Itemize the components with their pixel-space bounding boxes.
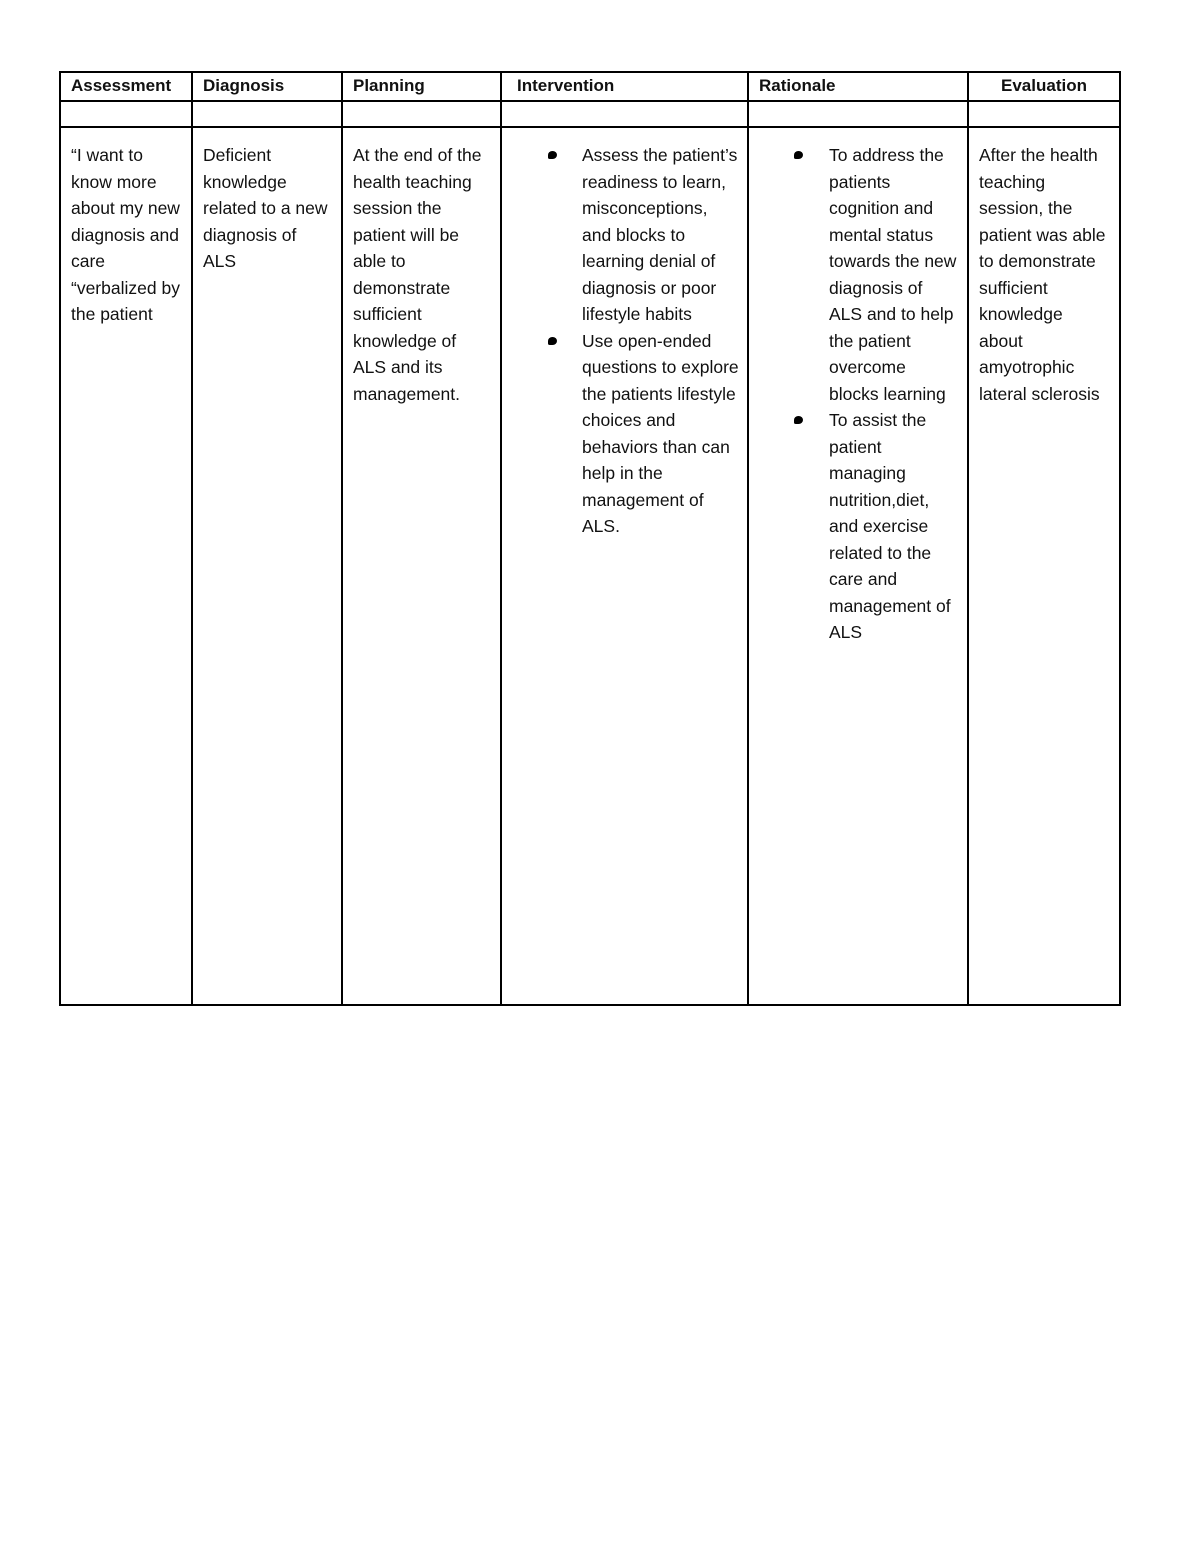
rationale-list [749,128,967,646]
rationale-item-text: To address the patients cognition and mental status towards the new diagnosis of ALS and to help the patient overcome blocks learning [829,145,957,404]
bullet-icon [548,337,557,345]
assessment-text: “I want to know more about my new diagnosis and care “verbalized by the patient [71,145,180,324]
empty-cell [60,101,192,127]
empty-cell [342,101,501,127]
intervention-item [502,142,739,328]
assessment-cell [60,127,192,1005]
bullet-icon [794,151,803,159]
intervention-item [502,328,739,540]
empty-cell [748,101,968,127]
diagnosis-text: Deficient knowledge related to a new diagnosis of ALS [203,145,328,271]
intervention-cell [501,127,748,1005]
header-row [60,72,1120,101]
header-rationale: Rationale [748,72,968,101]
header-planning: Planning [342,72,501,101]
header-diagnosis: Diagnosis [192,72,342,101]
empty-cell [192,101,342,127]
bullet-icon [794,416,803,424]
rationale-item-text: To assist the patient managing nutrition,diet, and exercise related to the care and management of ALS [829,410,951,642]
evaluation-cell [968,127,1120,1005]
planning-cell [342,127,501,1005]
evaluation-text: After the health teaching session, the patient was able to demonstrate sufficient knowledge about amyotrophic lateral sclerosis [979,145,1106,404]
intervention-item-text: Assess the patient’s readiness to learn, misconceptions, and blocks to learning denial of diagnosis or poor lifestyle habits [582,145,738,324]
planning-text: At the end of the health teaching session the patient will be able to demonstrate sufficient knowledge of ALS and its management. [353,145,482,404]
header-assessment: Assessment [60,72,192,101]
rationale-cell [748,127,968,1005]
intervention-list [502,128,747,540]
empty-cell [501,101,748,127]
rationale-item [749,142,959,407]
header-evaluation: Evaluation [968,72,1120,101]
bullet-icon [548,151,557,159]
intervention-item-text: Use open-ended questions to explore the patients lifestyle choices and behaviors than can help in the management of ALS. [582,330,739,536]
diagnosis-cell [192,127,342,1005]
rationale-item [749,407,959,646]
empty-row [60,101,1120,127]
content-row [60,127,1120,1005]
care-plan-table [59,71,1121,1006]
empty-cell [968,101,1120,127]
header-intervention: Intervention [501,72,748,101]
